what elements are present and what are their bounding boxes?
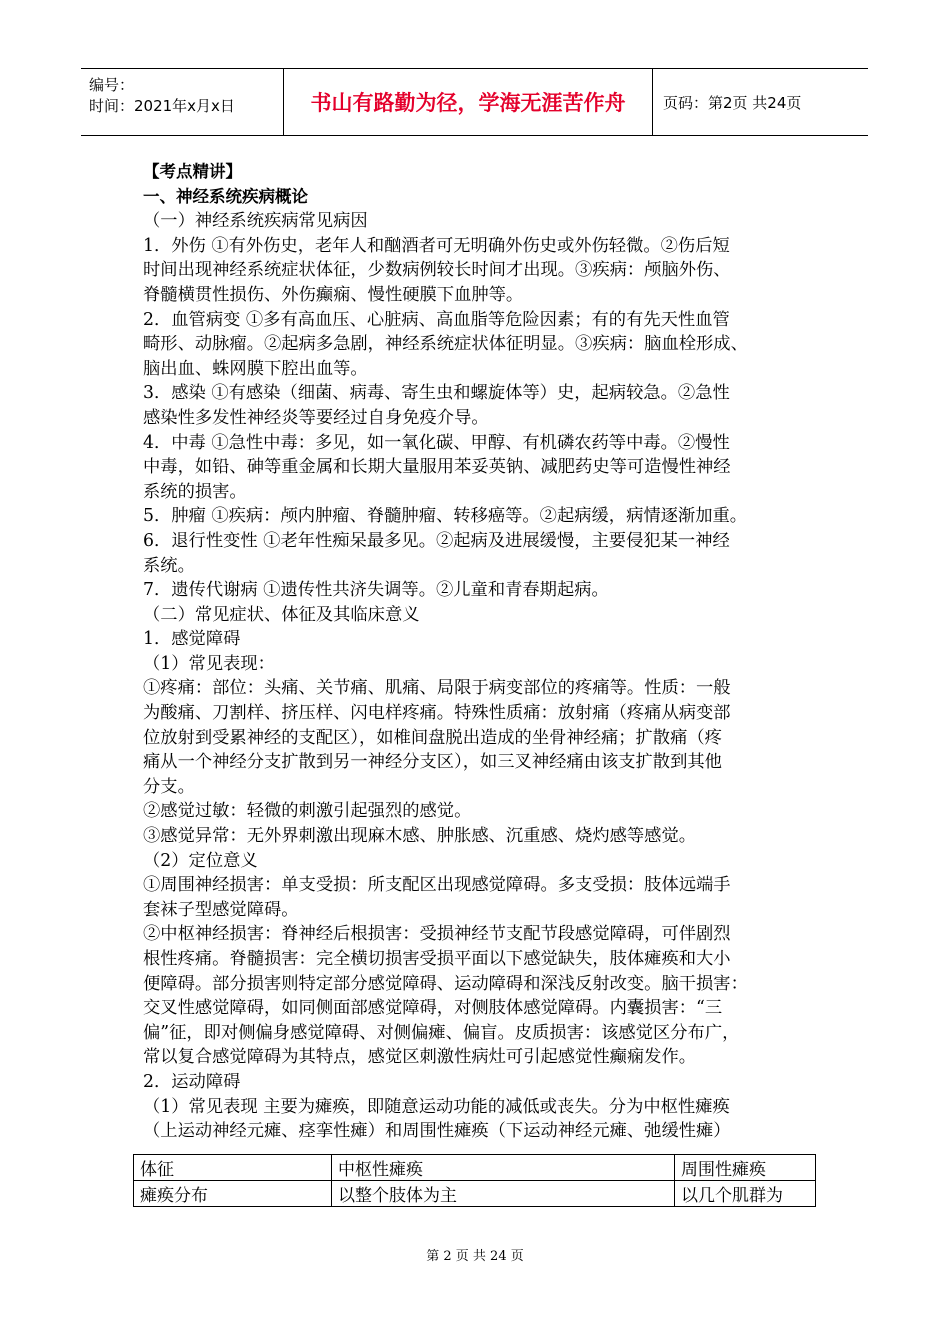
text-line: 时间出现神经系统症状体征，少数病例较长时间才出现。③疾病：颅脑外伤、 [143, 260, 731, 281]
text-line: ③感觉异常：无外界刺激出现麻木感、肿胀感、沉重感、烧灼感等感觉。 [143, 826, 697, 847]
text-line: 中毒，如铅、砷等重金属和长期大量服用苯妥英钠、减肥药史等可造慢性神经 [143, 457, 731, 478]
text-line: （二）常见症状、体征及其临床意义 [143, 604, 420, 625]
text-line: 交叉性感觉障碍，如同侧面部感觉障碍，对侧肢体感觉障碍。内囊损害：“三 [143, 998, 723, 1019]
table-cell: 周围性瘫痪 [675, 1155, 816, 1181]
header-motto: 书山有路勤为径，学海无涯苦作舟 [284, 69, 653, 135]
text-line: （1）常见表现： [143, 653, 275, 674]
text-line: 畸形、动脉瘤。②起病多急剧，神经系统症状体征明显。③疾病：脑血栓形成、 [143, 334, 748, 355]
table-cell: 瘫痪分布 [134, 1181, 332, 1207]
text-line: 为酸痛、刀割样、挤压样、闪电样疼痛。特殊性质痛：放射痛（疼痛从病变部 [143, 703, 731, 724]
table-row [134, 1181, 816, 1207]
text-line: 痛从一个神经分支扩散到另一神经分支区），如三叉神经痛由该支扩散到其他 [143, 752, 722, 773]
table-cell: 以几个肌群为 [675, 1181, 816, 1207]
text-line: 系统的损害。 [143, 481, 247, 502]
text-line: （1）常见表现 主要为瘫痪，即随意运动功能的减低或丧失。分为中枢性瘫痪 [143, 1096, 730, 1117]
text-line: ①疼痛：部位：头痛、关节痛、肌痛、局限于病变部位的疼痛等。性质：一般 [143, 678, 731, 699]
text-line: ②感觉过敏：轻微的刺激引起强烈的感觉。 [143, 801, 472, 822]
text-line: ②中枢神经损害：脊神经后根损害：受损神经节支配节段感觉障碍，可伴剧烈 [143, 924, 731, 945]
text-line: 套袜子型感觉障碍。 [143, 899, 299, 920]
header-page-info: 页码：第2页 共24页 [663, 93, 802, 112]
paralysis-comparison-table [133, 1154, 816, 1207]
text-line: 2．血管病变 ①多有高血压、心脏病、高血脂等危险因素；有的有先天性血管 [143, 309, 730, 330]
text-line: 感染性多发性神经炎等要经过自身免疫介导。 [143, 407, 489, 428]
text-line: 1．感觉障碍 [143, 629, 241, 650]
text-line: ①周围神经损害：单支受损：所支配区出现感觉障碍。多支受损：肢体远端手 [143, 875, 731, 896]
document-time-label: 时间：2021年x月x日 [89, 97, 235, 115]
document-body [143, 160, 823, 1144]
text-line: 6．退行性变性 ①老年性痴呆最多见。②起病及进展缓慢，主要侵犯某一神经 [143, 530, 730, 551]
text-line: 4．中毒 ①急性中毒：多见，如一氧化碳、甲醇、有机磷农药等中毒。②慢性 [143, 432, 730, 453]
text-line: 根性疼痛。脊髓损害：完全横切损害受损平面以下感觉缺失，肢体瘫痪和大小 [143, 949, 731, 969]
text-line: 常以复合感觉障碍为其特点，感觉区刺激性病灶可引起感觉性癫痫发作。 [143, 1047, 697, 1068]
text-line: （一）神经系统疾病常见病因 [143, 211, 368, 232]
section-heading: 【考点精讲】 [143, 162, 242, 181]
table-row [134, 1155, 816, 1181]
text-line: 便障碍。部分损害则特定部分感觉障碍、运动障碍和深浅反射改变。脑干损害： [143, 973, 748, 994]
text-line: 位放射到受累神经的支配区），如椎间盘脱出造成的坐骨神经痛；扩散痛（疼 [143, 727, 722, 748]
text-line: 分支。 [143, 776, 195, 797]
page-footer: 第 2 页 共 24 页 [426, 1249, 524, 1264]
text-line: 1．外伤 ①有外伤史，老年人和酗酒者可无明确外伤史或外伤轻微。②伤后短 [143, 235, 730, 256]
text-line: 脑出血、蛛网膜下腔出血等。 [143, 358, 368, 379]
text-line: 偏”征，即对侧偏身感觉障碍、对侧偏瘫、偏盲。皮质损害：该感觉区分布广， [143, 1022, 740, 1043]
table-cell: 体征 [134, 1155, 332, 1181]
text-line: 3．感染 ①有感染（细菌、病毒、寄生虫和螺旋体等）史，起病较急。②急性 [143, 383, 730, 404]
page-header [81, 68, 868, 136]
chapter-heading: 一、神经系统疾病概论 [143, 186, 308, 206]
text-line: （上运动神经元瘫、痉挛性瘫）和周围性瘫痪（下运动神经元瘫、弛缓性瘫） [143, 1121, 731, 1142]
table-cell: 中枢性瘫痪 [332, 1155, 675, 1181]
header-meta [81, 69, 284, 135]
text-line: （2）定位意义 [143, 850, 258, 871]
table-cell: 以整个肢体为主 [332, 1181, 675, 1207]
text-line: 系统。 [143, 555, 195, 576]
document-number-label: 编号： [89, 76, 135, 94]
text-line: 2．运动障碍 [143, 1071, 241, 1092]
text-line: 7．遗传代谢病 ①遗传性共济失调等。②儿童和青春期起病。 [143, 580, 609, 601]
text-line: 5．肿瘤 ①疾病：颅内肿瘤、脊髓肿瘤、转移癌等。②起病缓，病情逐渐加重。 [143, 506, 748, 527]
text-line: 脊髓横贯性损伤、外伤癫痫、慢性硬膜下血肿等。 [143, 284, 524, 305]
